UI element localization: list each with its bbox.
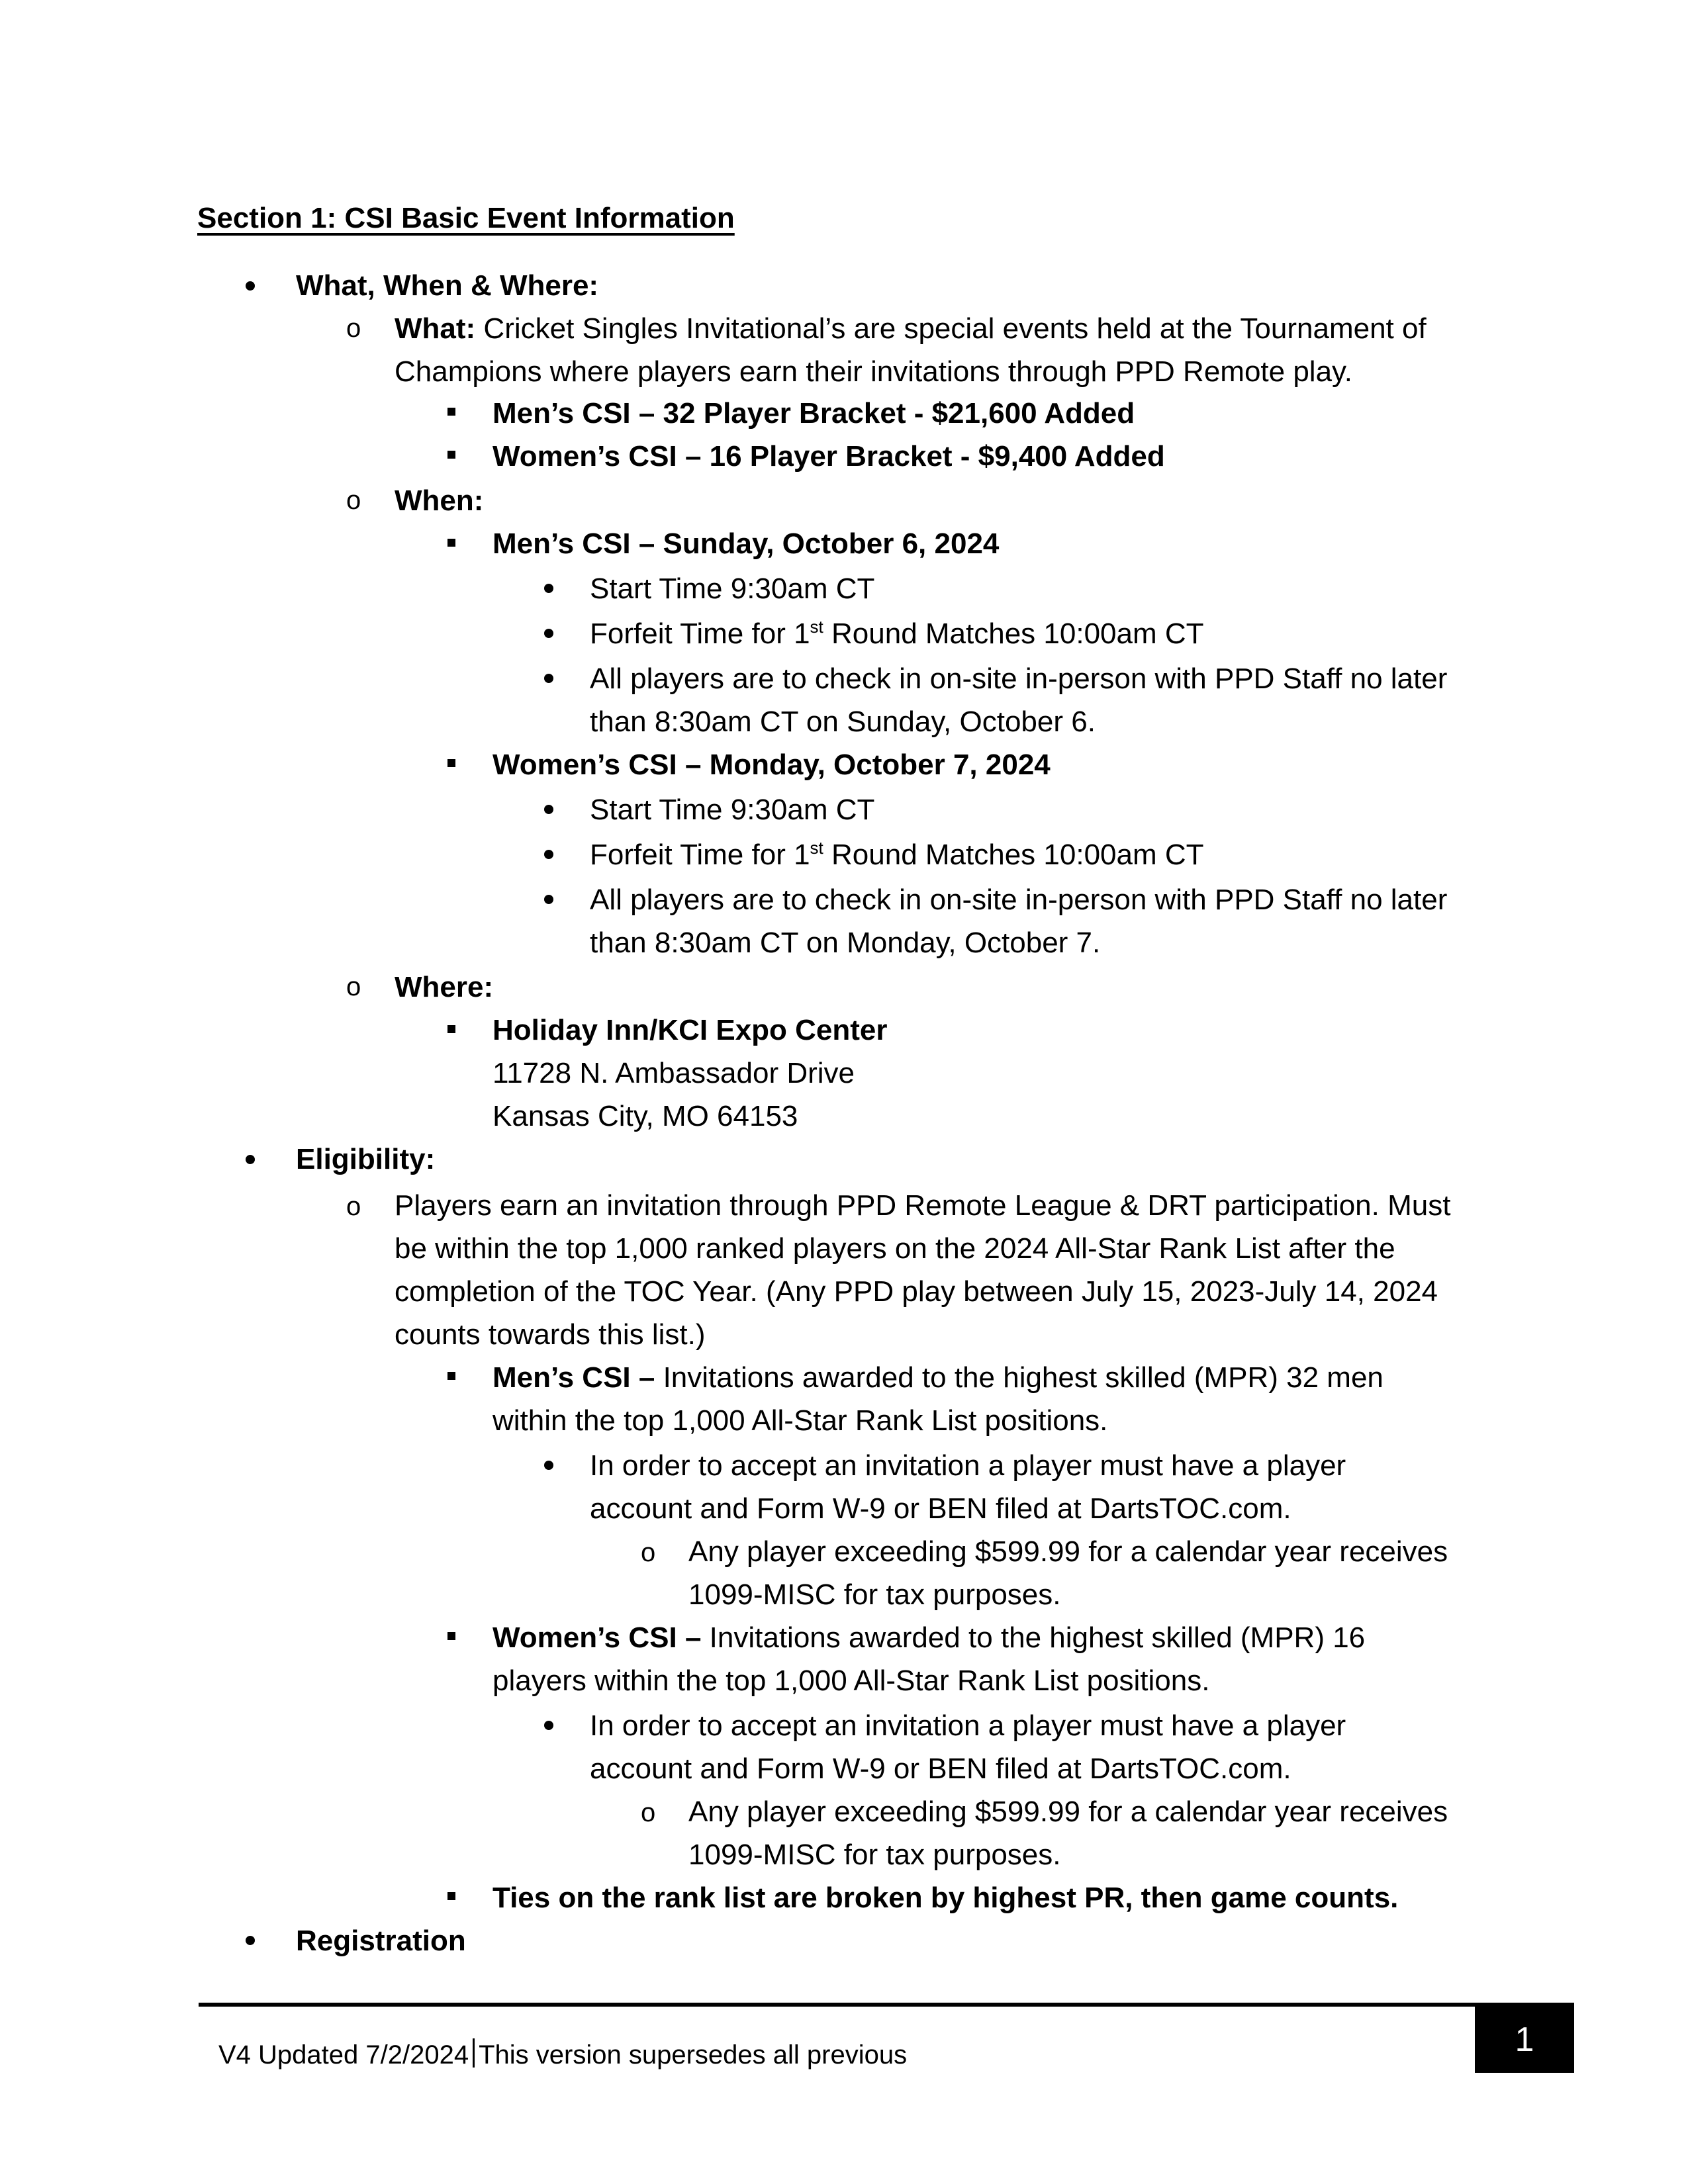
eligibility-womens-1 xyxy=(492,1623,1365,1653)
when-label: When: xyxy=(395,484,484,517)
bullet-disc-icon xyxy=(544,850,553,859)
when-mens-start: Start Time 9:30am CT xyxy=(590,572,875,605)
eligibility-mens-label: Men’s CSI – xyxy=(492,1361,655,1394)
footer-version: V4 Updated 7/2/2024 xyxy=(218,2040,469,2070)
eligibility-womens-accept-1: In order to accept an invitation a player must have a player xyxy=(590,1709,1346,1742)
bullet-circle-icon: o xyxy=(346,972,361,1001)
eligibility-womens-label: Women’s CSI – xyxy=(492,1621,702,1654)
bullet-disc-icon xyxy=(544,895,553,904)
bullet-disc-icon xyxy=(246,281,255,291)
bullet-square-icon xyxy=(447,1372,455,1380)
where-label: Where: xyxy=(395,971,494,1003)
eligibility-mens-accept-1: In order to accept an invitation a player must have a player xyxy=(590,1449,1346,1482)
eligibility-para-3: completion of the TOC Year. (Any PPD play between July 15, 2023-July 14, 2024 xyxy=(395,1275,1438,1308)
bullet-circle-icon: o xyxy=(346,486,361,515)
bullet-square-icon xyxy=(447,408,455,416)
when-mens-title: Men’s CSI – Sunday, October 6, 2024 xyxy=(492,527,1000,560)
eligibility-womens-text: Invitations awarded to the highest skilled (MPR) 16 xyxy=(701,1621,1366,1654)
what-when-where-heading: What, When & Where: xyxy=(296,269,599,302)
bullet-disc-icon xyxy=(544,584,553,593)
bullet-disc-icon xyxy=(544,629,553,638)
ordinal-suffix: st xyxy=(810,617,823,637)
bullet-square-icon xyxy=(447,539,455,547)
when-mens-checkin-1: All players are to check in on-site in-person with PPD Staff no later xyxy=(590,662,1448,695)
eligibility-mens-accept-2: account and Form W-9 or BEN filed at DartsTOC.com. xyxy=(590,1492,1291,1525)
bullet-circle-icon: o xyxy=(346,1192,361,1221)
bullet-circle-icon: o xyxy=(641,1538,656,1567)
registration-heading: Registration xyxy=(296,1925,466,1957)
bullet-disc-icon xyxy=(246,1155,255,1164)
footer-text xyxy=(218,2038,907,2068)
where-address-1: 11728 N. Ambassador Drive xyxy=(492,1057,855,1089)
bullet-disc-icon xyxy=(246,1936,255,1945)
eligibility-mens-tax-2: 1099-MISC for tax purposes. xyxy=(688,1578,1061,1611)
eligibility-womens-tax-1: Any player exceeding $599.99 for a calendar year receives xyxy=(688,1796,1448,1828)
bullet-disc-icon xyxy=(544,674,553,683)
section-title: Section 1: CSI Basic Event Information xyxy=(197,202,735,234)
forfeit-text: Forfeit Time for 1 xyxy=(590,617,810,650)
what-text-1: Cricket Singles Invitational’s are special events held at the Tournament of xyxy=(475,312,1427,345)
when-mens-forfeit xyxy=(590,619,1204,649)
bullet-square-icon xyxy=(447,451,455,459)
footer-note: This version supersedes all previous xyxy=(479,2040,908,2070)
what-line-2: Champions where players earn their invitations through PPD Remote play. xyxy=(395,355,1353,388)
eligibility-mens-2: within the top 1,000 All-Star Rank List positions. xyxy=(492,1404,1108,1437)
bullet-disc-icon xyxy=(544,1461,553,1470)
bullet-disc-icon xyxy=(544,805,553,814)
eligibility-para-4: counts towards this list.) xyxy=(395,1318,706,1351)
bullet-circle-icon: o xyxy=(346,314,361,343)
eligibility-mens-tax-1: Any player exceeding $599.99 for a calendar year receives xyxy=(688,1535,1448,1568)
eligibility-heading: Eligibility: xyxy=(296,1143,436,1175)
what-item-mens: Men’s CSI – 32 Player Bracket - $21,600 Added xyxy=(492,397,1135,430)
when-womens-checkin-1: All players are to check in on-site in-person with PPD Staff no later xyxy=(590,884,1448,916)
bullet-disc-icon xyxy=(544,1721,553,1730)
when-mens-checkin-2: than 8:30am CT on Sunday, October 6. xyxy=(590,705,1096,738)
when-womens-title: Women’s CSI – Monday, October 7, 2024 xyxy=(492,749,1051,781)
when-womens-checkin-2: than 8:30am CT on Monday, October 7. xyxy=(590,927,1101,959)
eligibility-ties: Ties on the rank list are broken by highest PR, then game counts. xyxy=(492,1882,1399,1914)
what-label: What: xyxy=(395,312,476,345)
when-womens-forfeit xyxy=(590,838,1204,871)
ordinal-suffix: st xyxy=(810,838,823,858)
page-number-box xyxy=(1475,2005,1574,2073)
bullet-square-icon xyxy=(447,1632,455,1640)
forfeit-text: Forfeit Time for 1 xyxy=(590,839,810,871)
eligibility-womens-2: players within the top 1,000 All-Star Rank List positions. xyxy=(492,1664,1210,1697)
bullet-circle-icon: o xyxy=(641,1798,656,1827)
page-number: 1 xyxy=(1515,2021,1534,2059)
eligibility-womens-accept-2: account and Form W-9 or BEN filed at DartsTOC.com. xyxy=(590,1752,1291,1785)
what-item-womens: Women’s CSI – 16 Player Bracket - $9,400 Added xyxy=(492,440,1165,473)
eligibility-para-2: be within the top 1,000 ranked players on the 2024 All-Star Rank List after the xyxy=(395,1232,1395,1265)
where-venue: Holiday Inn/KCI Expo Center xyxy=(492,1014,888,1046)
where-address-2: Kansas City, MO 64153 xyxy=(492,1100,798,1132)
bullet-square-icon xyxy=(447,1892,455,1900)
forfeit-text-rest: Round Matches 10:00am CT xyxy=(823,617,1204,650)
eligibility-mens-1 xyxy=(492,1363,1383,1392)
when-womens-start: Start Time 9:30am CT xyxy=(590,794,875,826)
eligibility-womens-tax-2: 1099-MISC for tax purposes. xyxy=(688,1839,1061,1871)
bullet-square-icon xyxy=(447,1025,455,1033)
bullet-square-icon xyxy=(447,759,455,767)
eligibility-para-1: Players earn an invitation through PPD Remote League & DRT participation. Must xyxy=(395,1189,1451,1222)
what-line-1 xyxy=(395,314,1427,343)
forfeit-text-rest: Round Matches 10:00am CT xyxy=(823,839,1204,871)
eligibility-mens-text: Invitations awarded to the highest skilled (MPR) 32 men xyxy=(655,1361,1383,1394)
footer-separator xyxy=(473,2038,475,2068)
footer-rule xyxy=(199,2003,1574,2007)
